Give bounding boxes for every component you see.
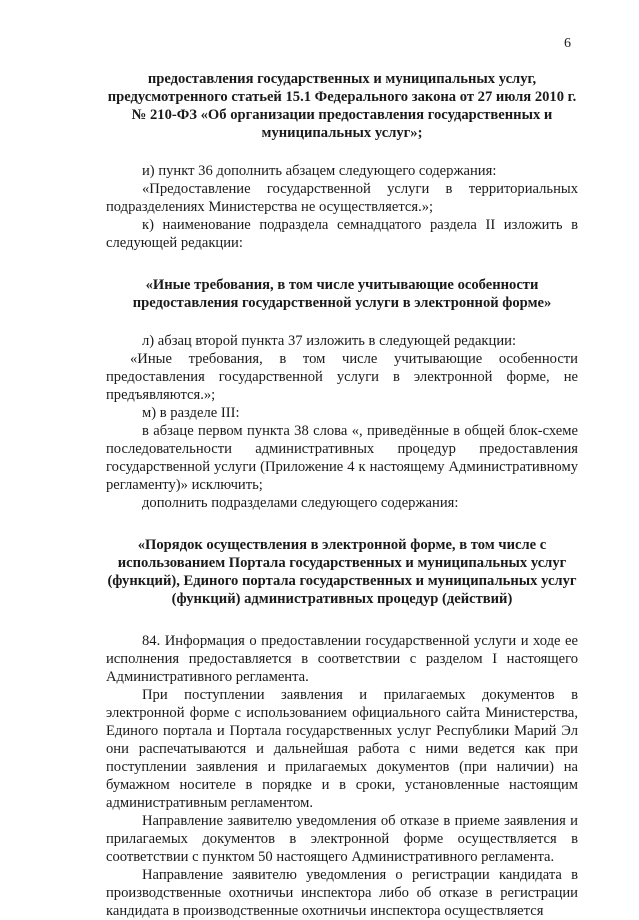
section-heading-continuation: предоставления государственных и муниципальных услуг, предусмотренного статьей 15.1 Федерального закона от 27 июля 2010 г. № 210-ФЗ «Об организации предоставления государственных и муниципальных услуг»; (107, 71, 577, 141)
paragraph-item-i: и) пункт 36 дополнить абзацем следующего содержания: (142, 163, 497, 179)
paragraph-item-m: м) в разделе III: (142, 405, 240, 421)
document-body (106, 70, 578, 920)
subsection-heading-other-requirements: «Иные требования, в том числе учитывающие особенности предоставления государственной услуги в электронной форме» (132, 277, 552, 311)
paragraph-item-l: л) абзац второй пункта 37 изложить в следующей редакции: (142, 333, 516, 349)
spacer (106, 142, 578, 162)
paragraph-refusal-notice: Направление заявителю уведомления об отказе в приеме заявления и прилагаемых документов в электронной форме осуществляется в соответствии с пунктом 50 настоящего Административного регламента. (106, 813, 578, 865)
spacer (106, 252, 578, 276)
paragraph-item-k: к) наименование подраздела семнадцатого раздела II изложить в следующей редакции: (106, 217, 578, 251)
paragraph-add-subsections: дополнить подразделами следующего содержания: (142, 495, 459, 511)
spacer (106, 512, 578, 536)
spacer (106, 608, 578, 632)
paragraph-electronic-submission: При поступлении заявления и прилагаемых документов в электронной форме с использованием официального сайта Министерства, Единого портала и Портала государственных услуг Республики Марий Эл они распечатываются и дальнейшая работа с ними ведется как при поступлении заявления и прилагаемых документов (при наличии) на бумажном носителе в порядке и в сроки, установленные настоящим административным регламентом. (106, 687, 578, 811)
paragraph-registration-notice: Направление заявителю уведомления о регистрации кандидата в производственные охотничьи инспектора либо об отказе в регистрации кандидата в производственные охотничьи инспектора осуществляется (106, 867, 578, 919)
paragraph-quote-territorial: «Предоставление государственной услуги в территориальных подразделениях Министерства не осуществляется.»; (106, 181, 578, 215)
page-number: 6 (564, 36, 571, 51)
subsection-heading-electronic-procedures: «Порядок осуществления в электронной форме, в том числе с использованием Портала государственных и муниципальных услуг (функций), Единого портала государственных и муниципальных услуг (функций) административных процедур (действий) (107, 537, 577, 607)
spacer (106, 312, 578, 332)
paragraph-quote-other-requirements: «Иные требования, в том числе учитывающие особенности предоставления государственной услуги в электронной форме, не предъявляются.»; (106, 351, 578, 403)
paragraph-84: 84. Информация о предоставлении государственной услуги и ходе ее исполнения предоставляется в соответствии с разделом I настоящего Административного регламента. (106, 633, 578, 685)
paragraph-clause-38: в абзаце первом пункта 38 слова «, приведённые в общей блок-схеме последовательности административных процедур предоставления государственной услуги (Приложение 4 к настоящему Административному регламенту)» исключить; (106, 423, 578, 493)
